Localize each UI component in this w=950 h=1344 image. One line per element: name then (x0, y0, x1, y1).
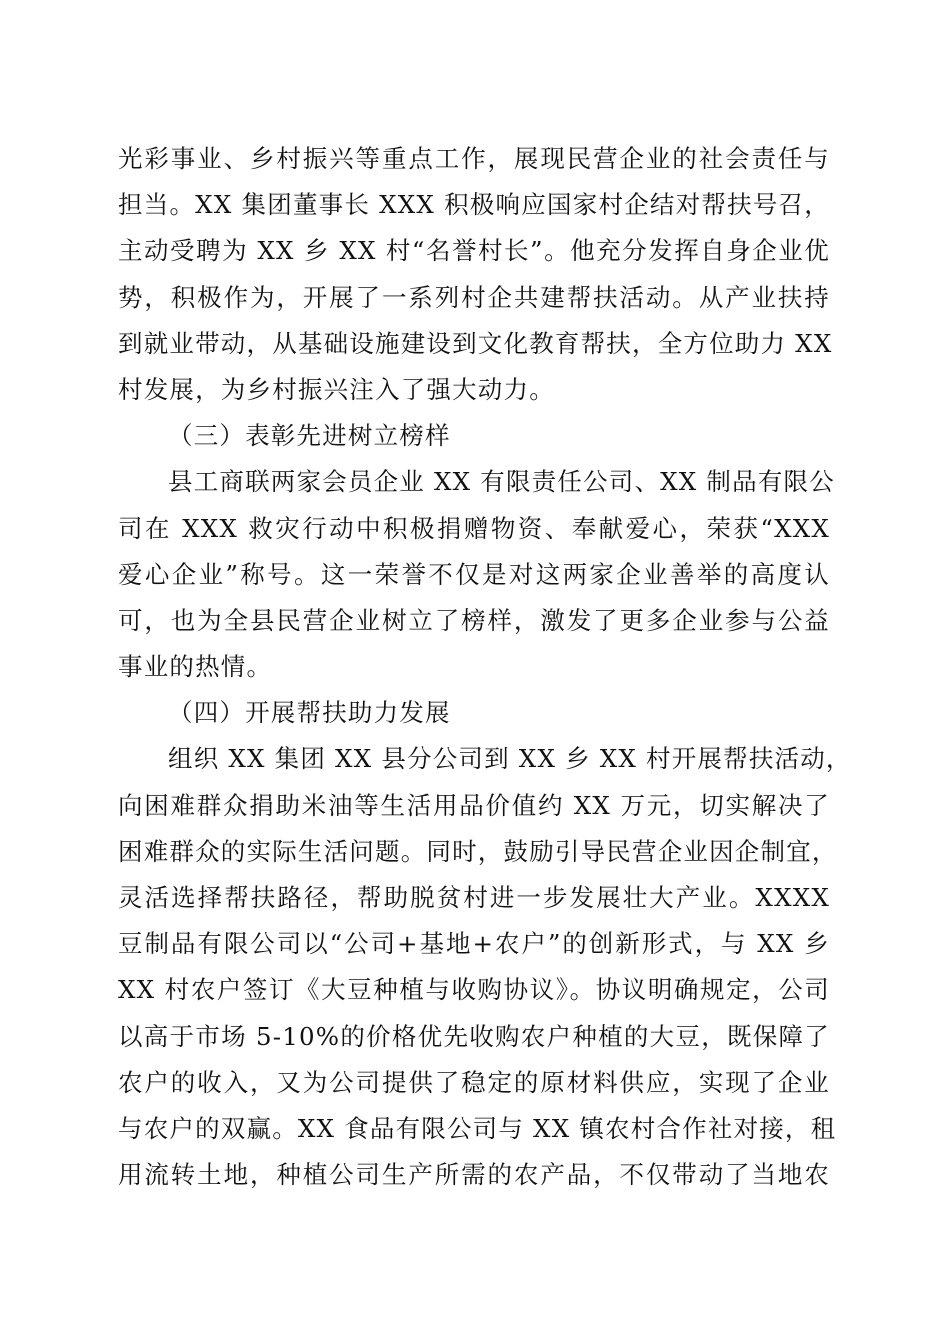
text-line: 光彩事业、乡村振兴等重点工作，展现民营企业的社会责任与 (118, 144, 830, 173)
text-line: 困难群众的实际生活问题。同时，鼓励引导民营企业因企制宜， (118, 836, 838, 866)
text-line: XX 村农户签订《大豆种植与收购协议》。协议明确规定，公司 (118, 975, 830, 1005)
section-heading: （四）开展帮扶助力发展 (168, 698, 451, 728)
text-line: 向困难群众捐助米油等生活用品价值约 XX 万元，切实解决了 (118, 790, 830, 820)
text-line: 村发展，为乡村振兴注入了强大动力。 (118, 374, 555, 404)
text-line: 组织 XX 集团 XX 县分公司到 XX 乡 XX 村开展帮扶活动， (168, 744, 852, 774)
text-line: 与农户的双赢。XX 食品有限公司与 XX 镇农村合作社对接，租 (118, 1113, 837, 1143)
text-line: 用流转土地，种植公司生产所需的农产品，不仅带动了当地农 (118, 1160, 830, 1190)
text-line: 势，积极作为，开展了一系列村企共建帮扶活动。从产业扶持 (118, 282, 830, 312)
text-line: 县工商联两家会员企业 XX 有限责任公司、XX 制品有限公 (168, 467, 835, 497)
text-line: 灵活选择帮扶路径，帮助脱贫村进一步发展壮大产业。XXXX (118, 883, 830, 912)
text-line: 事业的热情。 (118, 652, 273, 682)
text-line: 司在 XXX 救灾行动中积极捐赠物资、奉献爱心，荣获“XXX (118, 513, 830, 543)
text-line: 担当。XX 集团董事长 XXX 积极响应国家村企结对帮扶号召， (118, 190, 830, 220)
text-line: 可，也为全县民营企业树立了榜样，激发了更多企业参与公益 (118, 605, 830, 635)
text-line: 到就业带动，从基础设施建设到文化教育帮扶，全方位助力 XX (118, 328, 833, 358)
text-line: 主动受聘为 XX 乡 XX 村“名誉村长”。他充分发挥自身企业优 (118, 236, 830, 266)
text-line: 农户的收入，又为公司提供了稳定的原材料供应，实现了企业 (118, 1067, 830, 1097)
document-body (118, 136, 852, 1198)
text-line: 豆制品有限公司以“公司+基地+农户”的创新形式，与 XX 乡 (118, 929, 830, 959)
text-line: 以高于市场 5-10%的价格优先收购农户种植的大豆，既保障了 (118, 1021, 830, 1051)
section-heading: （三）表彰先进树立榜样 (168, 421, 451, 451)
text-line: 爱心企业”称号。这一荣誉不仅是对这两家企业善举的高度认 (118, 559, 830, 589)
